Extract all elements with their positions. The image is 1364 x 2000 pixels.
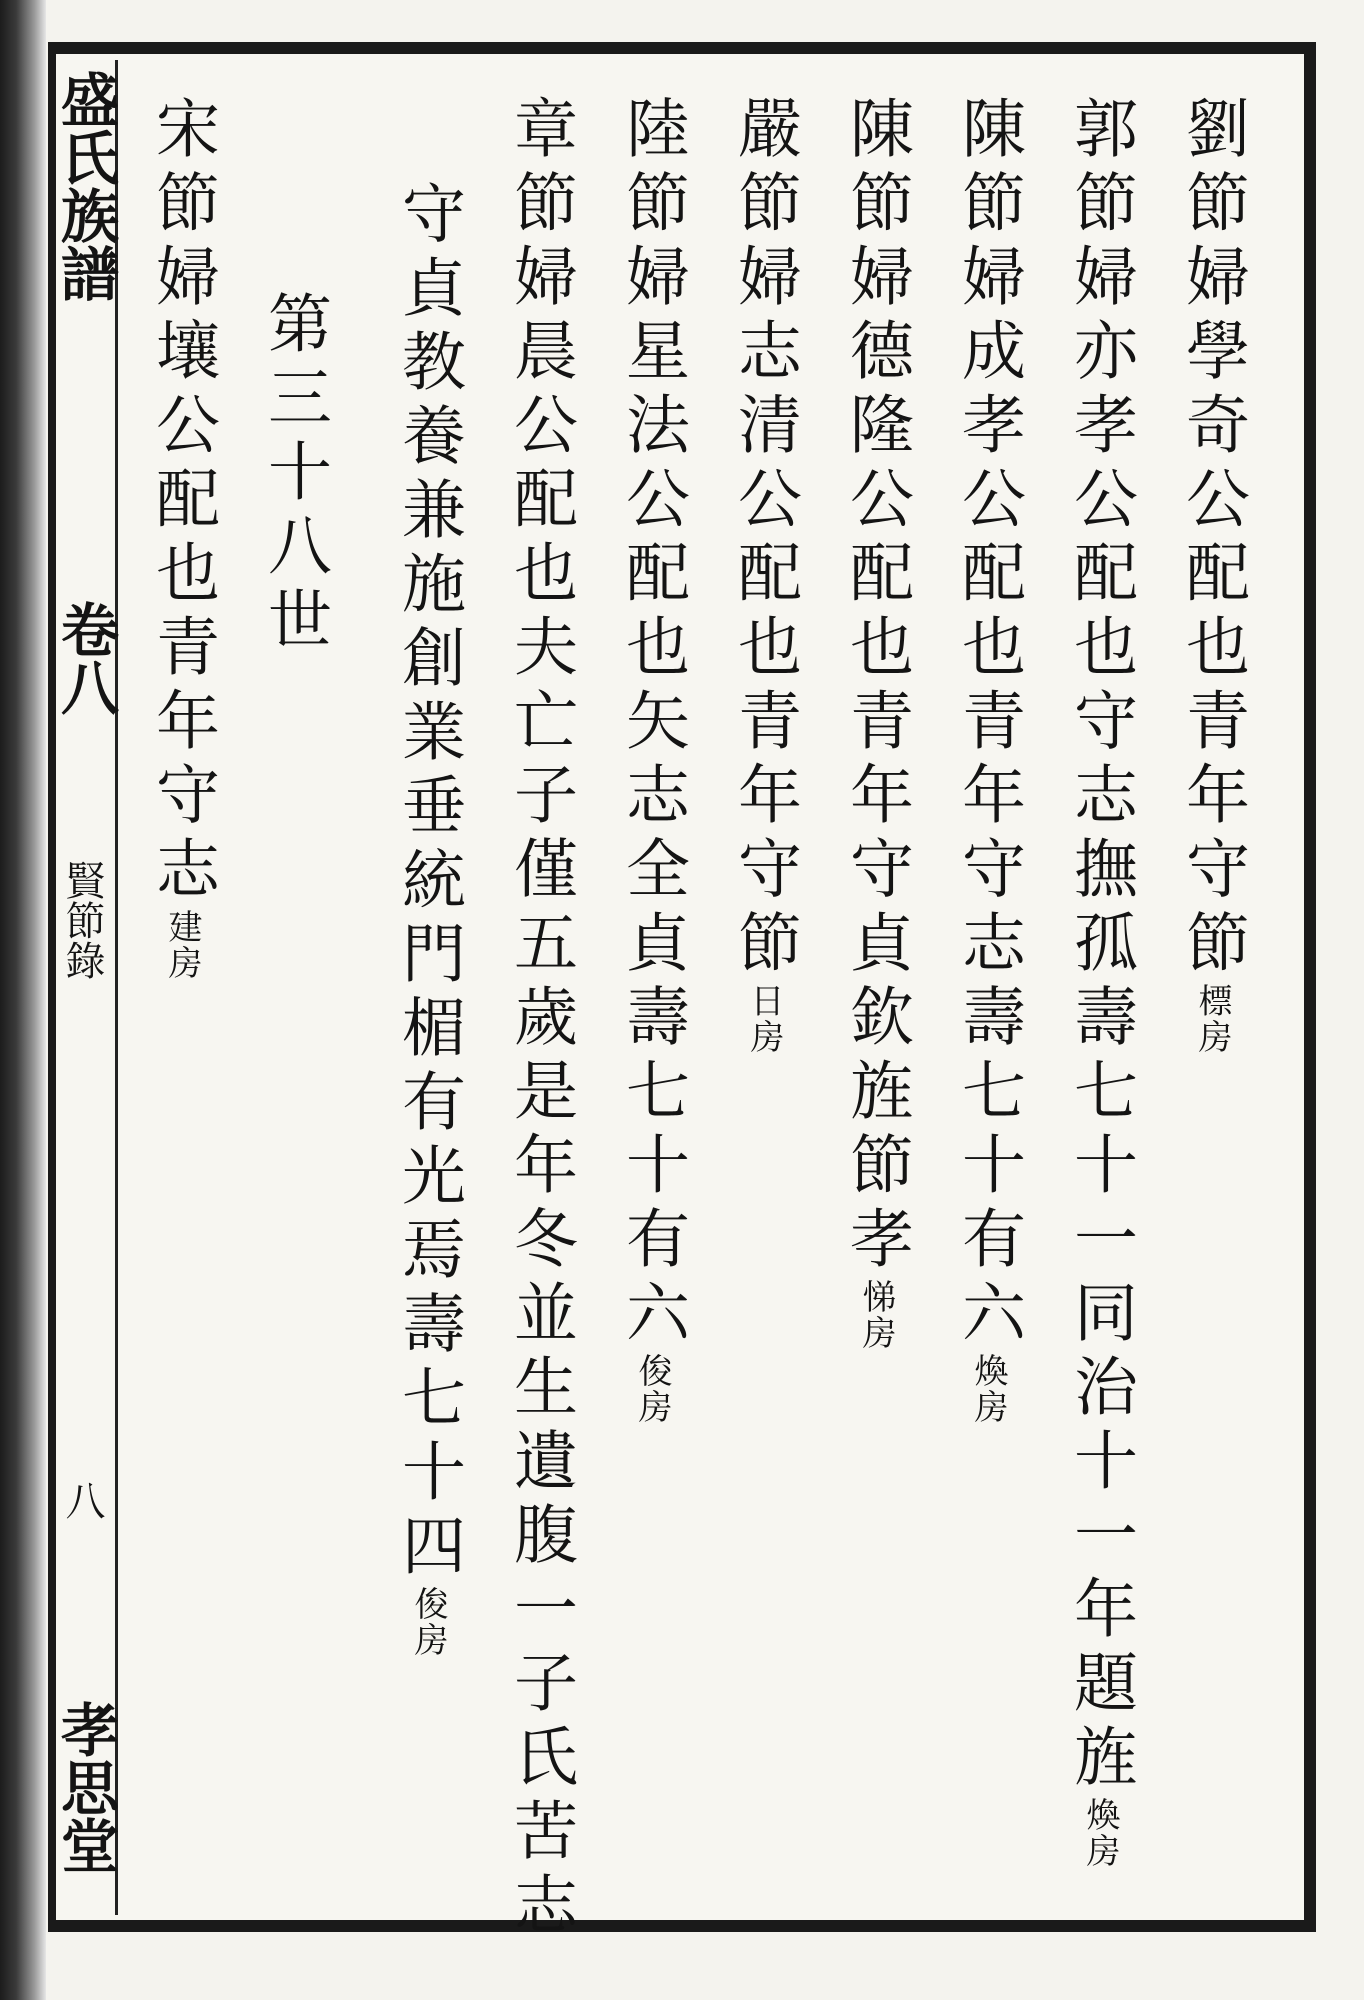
column-text: 守貞教養兼施創業垂統門楣有光焉壽七十四 [391,180,465,1586]
column-note: 建房 [162,909,202,981]
column-text: 劉節婦學奇公配也青年守節 [1175,95,1249,983]
text-column-7 [503,95,577,1945]
column-note: 煥房 [968,1353,1008,1425]
column-note: 俊房 [408,1586,448,1658]
text-column-10 [145,95,219,981]
column-text: 章節婦晨公配也夫亡子僅五歲是年冬並生遺腹一子氏苦志 [503,95,577,1945]
margin-hall-name: 孝思堂 [51,1700,119,1874]
text-column-8 [391,180,465,1658]
column-note: 日房 [744,983,784,1055]
column-note: 悌房 [856,1279,896,1351]
text-column-5 [727,95,801,1055]
column-text: 陳節婦德隆公配也青年守貞欽旌節孝 [839,95,913,1279]
column-note: 俊房 [632,1353,672,1425]
text-column-1 [1175,95,1249,1055]
text-column-3 [951,95,1025,1425]
margin-section: 賢節錄 [59,860,105,980]
column-text: 陸節婦星法公配也矢志全貞壽七十有六 [615,95,689,1353]
column-text: 宋節婦壤公配也青年守志 [145,95,219,909]
column-text: 郭節婦亦孝公配也守志撫孤壽七十一同治十一年題旌 [1063,95,1137,1797]
text-column-2 [1063,95,1137,1869]
margin-title: 盛氏族譜 [51,70,119,302]
column-note: 標房 [1192,983,1232,1055]
column-text: 第三十八世 [257,290,331,660]
margin-rule [115,60,118,1915]
generation-heading [257,290,331,660]
column-text: 嚴節婦志清公配也青年守節 [727,95,801,983]
text-column-6 [615,95,689,1425]
column-note: 煥房 [1080,1797,1120,1869]
margin-page-number: 八 [59,1480,105,1520]
text-column-4 [839,95,913,1351]
binding-gutter [0,0,46,2000]
column-text: 陳節婦成孝公配也青年守志壽七十有六 [951,95,1025,1353]
margin-volume: 卷八 [51,600,119,716]
